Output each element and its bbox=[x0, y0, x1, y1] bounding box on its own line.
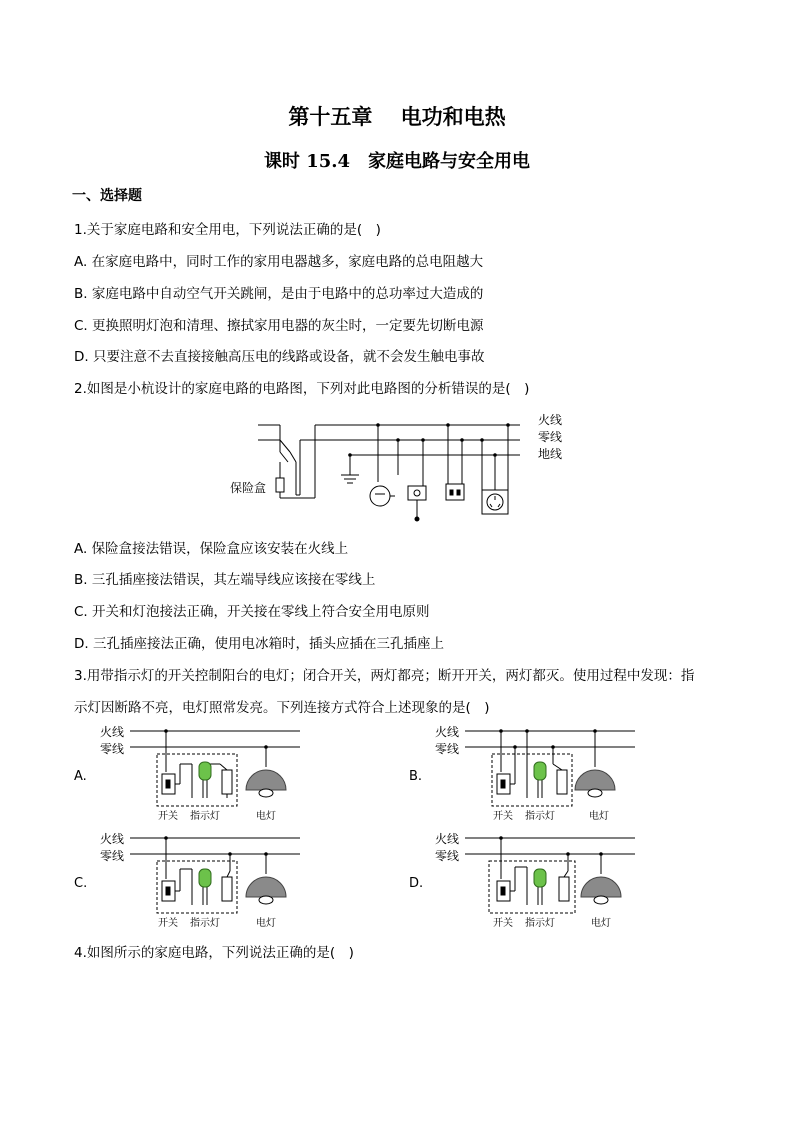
lamp-shade bbox=[246, 877, 286, 897]
q3-stem-line1: 3.用带指示灯的开关控制阳台的电灯；闭合开关，两灯都亮；断开开关，两灯都灭。使用过程中发现：指 bbox=[74, 668, 695, 684]
green-indicator-led bbox=[199, 869, 211, 887]
q3-neutral-label-c: 零线 bbox=[100, 849, 125, 863]
neutral-wire-label: 零线 bbox=[538, 430, 563, 444]
indicator-label-c: 指示灯 bbox=[190, 918, 220, 929]
indicator-label-a: 指示灯 bbox=[190, 811, 220, 822]
section-heading: 一、选择题 bbox=[72, 188, 142, 204]
lamp-label-d: 电灯 bbox=[591, 918, 611, 929]
q3-neutral-label-a: 零线 bbox=[100, 742, 125, 756]
q1-option-b: B. 家庭电路中自动空气开关跳闸，是由于电路中的总功率过大造成的 bbox=[74, 286, 484, 302]
q2-option-a: A. 保险盒接法错误，保险盒应该安装在火线上 bbox=[74, 541, 349, 557]
lamp-shade bbox=[581, 877, 621, 897]
switch-label-c: 开关 bbox=[158, 918, 178, 929]
q3-live-label-b: 火线 bbox=[435, 725, 460, 739]
q3-option-d-diagram bbox=[405, 829, 645, 934]
q1-option-a: A. 在家庭电路中，同时工作的家用电器越多，家庭电路的总电阻越大 bbox=[74, 254, 484, 270]
lesson-title: 课时 15.4 家庭电路与安全用电 bbox=[263, 151, 531, 172]
lamp-shade bbox=[246, 770, 286, 790]
indicator-label-b: 指示灯 bbox=[525, 811, 555, 822]
green-indicator-led bbox=[199, 762, 211, 780]
q3-neutral-label-d: 零线 bbox=[435, 849, 460, 863]
q2-option-c: C. 开关和灯泡接法正确，开关接在零线上符合安全用电原则 bbox=[74, 604, 430, 620]
indicator-label-d: 指示灯 bbox=[525, 918, 555, 929]
green-indicator-led bbox=[534, 762, 546, 780]
green-indicator-led bbox=[534, 869, 546, 887]
switch-label-a: 开关 bbox=[158, 811, 178, 822]
q3-option-b-letter: B. bbox=[409, 769, 423, 784]
lamp-shade bbox=[575, 770, 615, 790]
q3-option-a-letter: A. bbox=[74, 769, 87, 784]
q2-option-d: D. 三孔插座接法正确，使用电冰箱时，插头应插在三孔插座上 bbox=[74, 636, 444, 652]
lamp-label-c: 电灯 bbox=[256, 918, 276, 929]
pull-switch bbox=[408, 486, 426, 500]
q3-live-label-c: 火线 bbox=[100, 832, 125, 846]
q4-stem: 4.如图所示的家庭电路，下列说法正确的是( ) bbox=[74, 945, 354, 961]
q2-option-b: B. 三孔插座接法错误，其左端导线应该接在零线上 bbox=[74, 572, 376, 588]
lamp-label-a: 电灯 bbox=[256, 811, 276, 822]
household-circuit-diagram bbox=[220, 410, 580, 525]
q3-live-label-a: 火线 bbox=[100, 725, 125, 739]
resistor bbox=[222, 877, 232, 901]
switch-label-b: 开关 bbox=[493, 811, 513, 822]
q1-option-d: D. 只要注意不去直接接触高压电的线路或设备，就不会发生触电事故 bbox=[74, 349, 485, 365]
resistor bbox=[559, 877, 569, 901]
two-hole-socket bbox=[446, 484, 464, 500]
q2-stem: 2.如图是小杭设计的家庭电路的电路图，下列对此电路图的分析错误的是( ) bbox=[74, 381, 530, 397]
chapter-title: 第十五章 电功和电热 bbox=[288, 104, 506, 129]
q3-live-label-d: 火线 bbox=[435, 832, 460, 846]
q1-stem: 1.关于家庭电路和安全用电，下列说法正确的是( ) bbox=[74, 222, 381, 238]
q3-stem-line2: 示灯因断路不亮，电灯照常发亮。下列连接方式符合上述现象的是( ) bbox=[74, 700, 490, 716]
q3-neutral-label-b: 零线 bbox=[435, 742, 460, 756]
live-wire-label: 火线 bbox=[538, 413, 563, 427]
q3-option-a-diagram bbox=[70, 722, 310, 827]
fuse-box bbox=[276, 478, 284, 492]
resistor bbox=[222, 770, 232, 794]
q3-option-b-diagram bbox=[405, 722, 645, 827]
switch-label-d: 开关 bbox=[493, 918, 513, 929]
ground-wire-label: 地线 bbox=[538, 447, 563, 461]
lamp-bulb bbox=[370, 486, 390, 506]
q1-option-c: C. 更换照明灯泡和清理、擦拭家用电器的灰尘时，一定要先切断电源 bbox=[74, 318, 484, 334]
q3-option-c-letter: C. bbox=[74, 876, 88, 891]
fuse-box-label: 保险盒 bbox=[230, 481, 267, 495]
q3-option-d-letter: D. bbox=[409, 876, 424, 891]
lamp-label-b: 电灯 bbox=[589, 811, 609, 822]
resistor bbox=[557, 770, 567, 794]
q3-option-c-diagram bbox=[70, 829, 310, 934]
